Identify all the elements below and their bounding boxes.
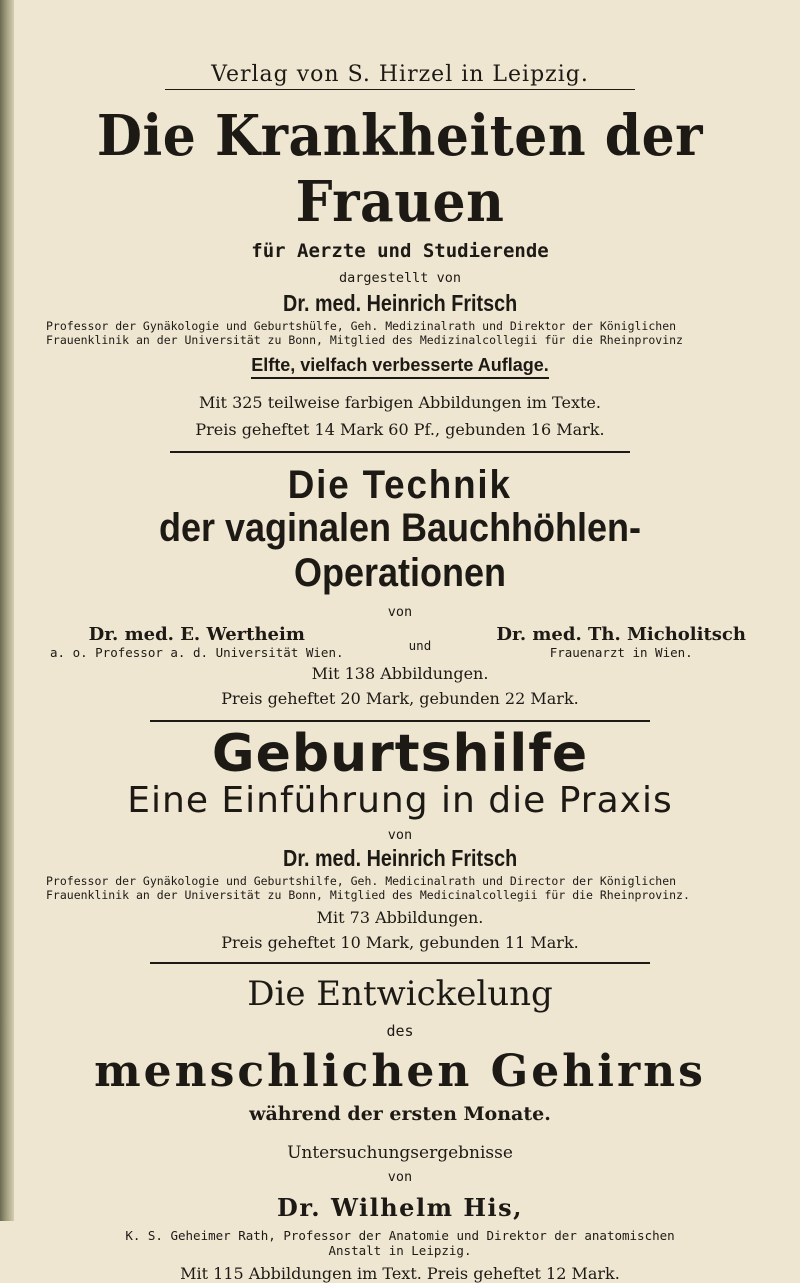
author-left [50,624,344,660]
section-divider [150,720,650,722]
price-note: Preis geheftet 10 Mark, gebunden 11 Mark. [221,933,579,952]
author-name: Dr. med. Heinrich Fritsch [282,845,518,871]
author-credentials-line-1: Professor der Gynäkologie und Geburtshilfe, Geh. Medicinalrath und Director der Königlichen [46,874,677,888]
author-right-desc: Frauenarzt in Wien. [549,645,693,660]
co-authors [40,624,760,660]
book-listing-krankheiten [40,103,760,439]
book-title-line-2: der vaginalen Bauchhöhlen-Operationen [158,506,642,595]
illustrations-price-note: Mit 115 Abbildungen im Text. Preis geheftet 12 Mark. [180,1264,620,1283]
book-listing-geburtshilfe [40,724,760,952]
book-title-line-3: menschlichen Gehirns [94,1046,706,1097]
section-divider [170,451,630,453]
book-subtitle: für Aerzte und Studierende [251,240,549,262]
header-underline [165,89,635,90]
author-name: Dr. med. Heinrich Fritsch [282,290,518,316]
author-credentials-line-2: Frauenklinik an der Universität zu Bonn, Mitglied des Medizinalcollegii für die Rheinprovinz [46,333,683,347]
book-title-line-2: des [386,1022,414,1040]
advertisement-page [40,0,760,1283]
book-listing-technik [40,463,760,708]
edition-note: Elfte, vielfach verbesserte Auflage. [251,355,548,379]
illustrations-note: Mit 73 Abbildungen. [316,908,484,927]
author-right-name: Dr. med. Th. Micholitsch [496,624,746,645]
author-credentials-line-2: Frauenklinik an der Universität zu Bonn, Mitglied des Medicinalcollegii für die Rheinprovinz. [46,888,690,902]
by-label: von [387,1169,413,1185]
book-subtitle: Eine Einführung in die Praxis [127,780,673,821]
section-divider [150,962,650,964]
book-subtitle: während der ersten Monate. [249,1103,551,1125]
presented-by: dargestellt von [339,270,461,286]
author-credentials-line-1: Professor der Gynäkologie und Geburtshülfe, Geh. Medizinalrath und Direktor der Königlichen [46,319,677,333]
author-name: Dr. Wilhelm His, [277,1193,523,1222]
price-note: Preis geheftet 20 Mark, gebunden 22 Mark. [221,689,579,708]
publisher-header: Verlag von S. Hirzel in Leipzig. [211,62,589,87]
book-spine-shadow [0,0,14,1221]
and-label: und [408,638,432,653]
illustrations-note: Mit 325 teilweise farbigen Abbildungen im Texte. [199,393,601,412]
book-title-line-1: Die Technik [287,463,513,507]
book-title: Die Krankheiten der Frauen [96,103,704,235]
author-right [496,624,746,660]
book-title: Geburtshilfe [211,724,589,784]
by-label: von [387,827,413,843]
price-note: Preis geheftet 14 Mark 60 Pf., gebunden 16 Mark. [195,420,605,439]
by-label: von [387,604,413,620]
illustrations-note: Mit 138 Abbildungen. [311,664,489,683]
author-left-desc: a. o. Professor a. d. Universität Wien. [50,645,344,660]
author-credentials-line-1: K. S. Geheimer Rath, Professor der Anatomie und Direktor der anatomischen [125,1228,675,1243]
book-title-line-1: Die Entwickelung [247,974,553,1014]
author-left-name: Dr. med. E. Wertheim [88,624,305,645]
results-label: Untersuchungsergebnisse [287,1143,513,1163]
book-listing-entwickelung [40,974,760,1283]
author-credentials-line-2: Anstalt in Leipzig. [328,1243,472,1258]
